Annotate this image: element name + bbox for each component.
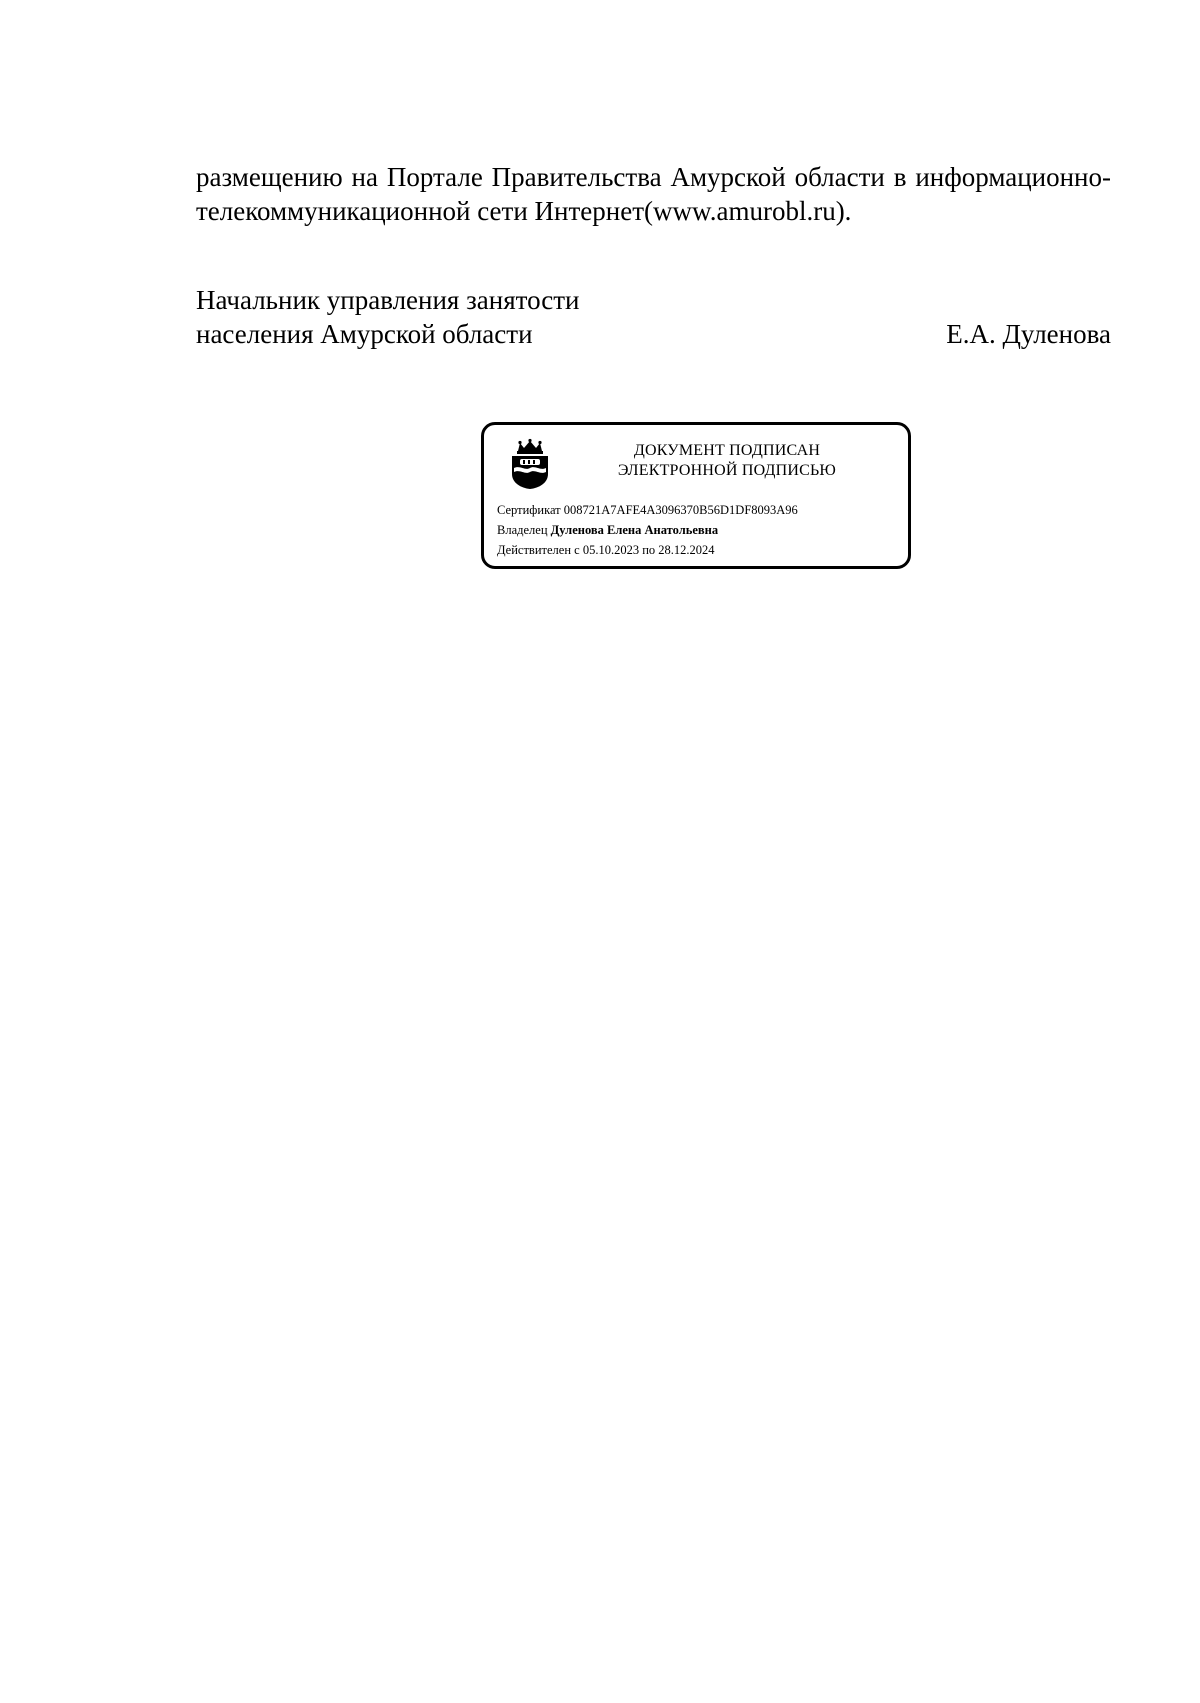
stamp-details	[497, 500, 798, 560]
owner-value: Дуленова Елена Анатольевна	[550, 523, 719, 537]
coat-of-arms-icon	[508, 438, 552, 490]
certificate-label: Сертификат	[497, 503, 561, 517]
validity-row	[497, 540, 798, 560]
electronic-signature-stamp	[481, 422, 911, 569]
stamp-heading-line-1: ДОКУМЕНТ ПОДПИСАН	[633, 442, 821, 459]
validity-to-prefix: по	[642, 543, 656, 557]
owner-label: Владелец	[497, 523, 548, 537]
certificate-value: 008721A7AFE4A3096370B56D1DF8093A96	[563, 503, 798, 517]
body-paragraph	[196, 160, 1111, 228]
signer-block	[196, 283, 1111, 351]
stamp-heading	[554, 441, 900, 481]
body-line-1: размещению на Портале Правительства Амурской области в информационно-	[196, 162, 1111, 192]
validity-label: Действителен	[497, 543, 572, 557]
validity-to-date: 28.12.2024	[658, 543, 715, 557]
certificate-row	[497, 500, 798, 520]
signer-position-line-2: населения Амурской области	[196, 319, 533, 349]
owner-row	[497, 520, 798, 540]
validity-from-prefix: с	[574, 543, 580, 557]
signer-position-line-1: Начальник управления занятости	[196, 285, 580, 315]
validity-from-date: 05.10.2023	[582, 543, 640, 557]
body-line-2: телекоммуникационной сети Интернет(www.amurobl.ru).	[196, 196, 852, 226]
stamp-heading-line-2: ЭЛЕКТРОННОЙ ПОДПИСЬЮ	[617, 462, 837, 479]
signer-name: Е.А. Дуленова	[946, 319, 1111, 349]
